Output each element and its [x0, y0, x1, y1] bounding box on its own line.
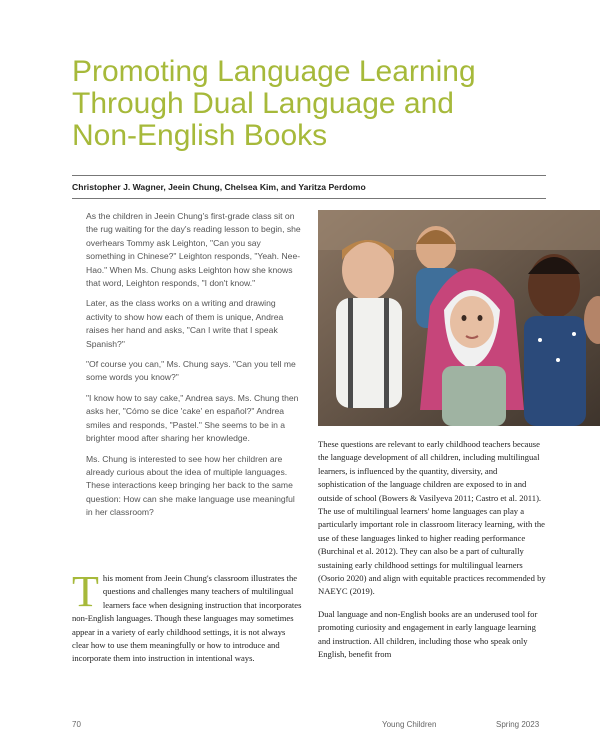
- intro-vignette: [86, 210, 302, 527]
- author-byline: Christopher J. Wagner, Jeein Chung, Chelsea Kim, and Yaritza Perdomo: [72, 182, 366, 192]
- title-line-2: Through Dual Language and: [72, 87, 454, 120]
- byline-rule: [72, 198, 546, 199]
- intro-paragraph: As the children in Jeein Chung's first-grade class sit on the rug waiting for the day's reading lesson to begin, she overhears Tommy ask Leighton, "Can you say something in Chinese?" Leighton responds, "Yeah. Nee-Hao." When Ms. Chung asks Leighton how she knows that word, Leighton responds, "I don't know.": [86, 211, 301, 289]
- intro-paragraph: Ms. Chung is interested to see how her children are already curious about the idea of multiple languages. These interactions keep bringing her back to the same question: How can she make language use meaningful in her classroom?: [86, 453, 295, 518]
- issue-date: Spring 2023: [496, 720, 540, 729]
- page-number: 70: [72, 720, 81, 729]
- intro-paragraph: Later, as the class works on a writing and drawing activity to show how each of them is unique, Andrea raises her hand and asks, "Can I write that I speak Spanish?": [86, 298, 284, 349]
- classroom-children-photo: [318, 210, 600, 426]
- body-left-column: [72, 567, 304, 666]
- body-paragraph: These questions are relevant to early childhood teachers because the language development of all children, including multilingual learners, is influenced by the quantity, diversity, and sophistication of the language children are exposed to in and outside of school (Bowers & Vasilyeva 2011; Castro et al. 2011). The use of multilingual learners' home languages can play a particularly important role in classroom literacy learning, with the use of these languages linked to higher reading performance (Burchinal et al. 2012). They can also be a part of culturally sustaining early childhood settings for multilingual learners (Osorio 2020) and align with equitable practices recommended by NAEYC (2019).: [318, 439, 546, 597]
- photo-illustration: [318, 210, 600, 426]
- journal-name: Young Children: [382, 720, 437, 729]
- drop-cap: T: [72, 567, 99, 616]
- body-right-column: [318, 438, 546, 671]
- top-rule: [72, 175, 546, 176]
- title-line-3: Non-English Books: [72, 119, 328, 152]
- intro-paragraph: "I know how to say cake," Andrea says. Ms. Chung then asks her, "Cómo se dice 'cake' en español?" Andrea smiles and responds, "Pastel." She seems to be in a brighter mood after sharing her knowledge.: [86, 392, 299, 444]
- title-line-1: Promoting Language Learning: [72, 55, 476, 88]
- body-paragraph: Dual language and non-English books are an underused tool for promoting curiosity and engagement in early language learning and instruction. All children, including those who speak only English, benefit from: [318, 608, 538, 660]
- intro-paragraph: "Of course you can," Ms. Chung says. "Can you tell me some words you know?": [86, 359, 296, 383]
- body-paragraph: his moment from Jeein Chung's classroom illustrates the questions and challenges many teachers of multilingual learners face when designing instruction that incorporates non-English languages. Though these languages may sometimes appear in a variety of early childhood settings, it is not always clear how to use them meaningfully or how to introduce and incorporate them into instruction in intentional ways.: [72, 573, 302, 664]
- article-title: [72, 56, 572, 152]
